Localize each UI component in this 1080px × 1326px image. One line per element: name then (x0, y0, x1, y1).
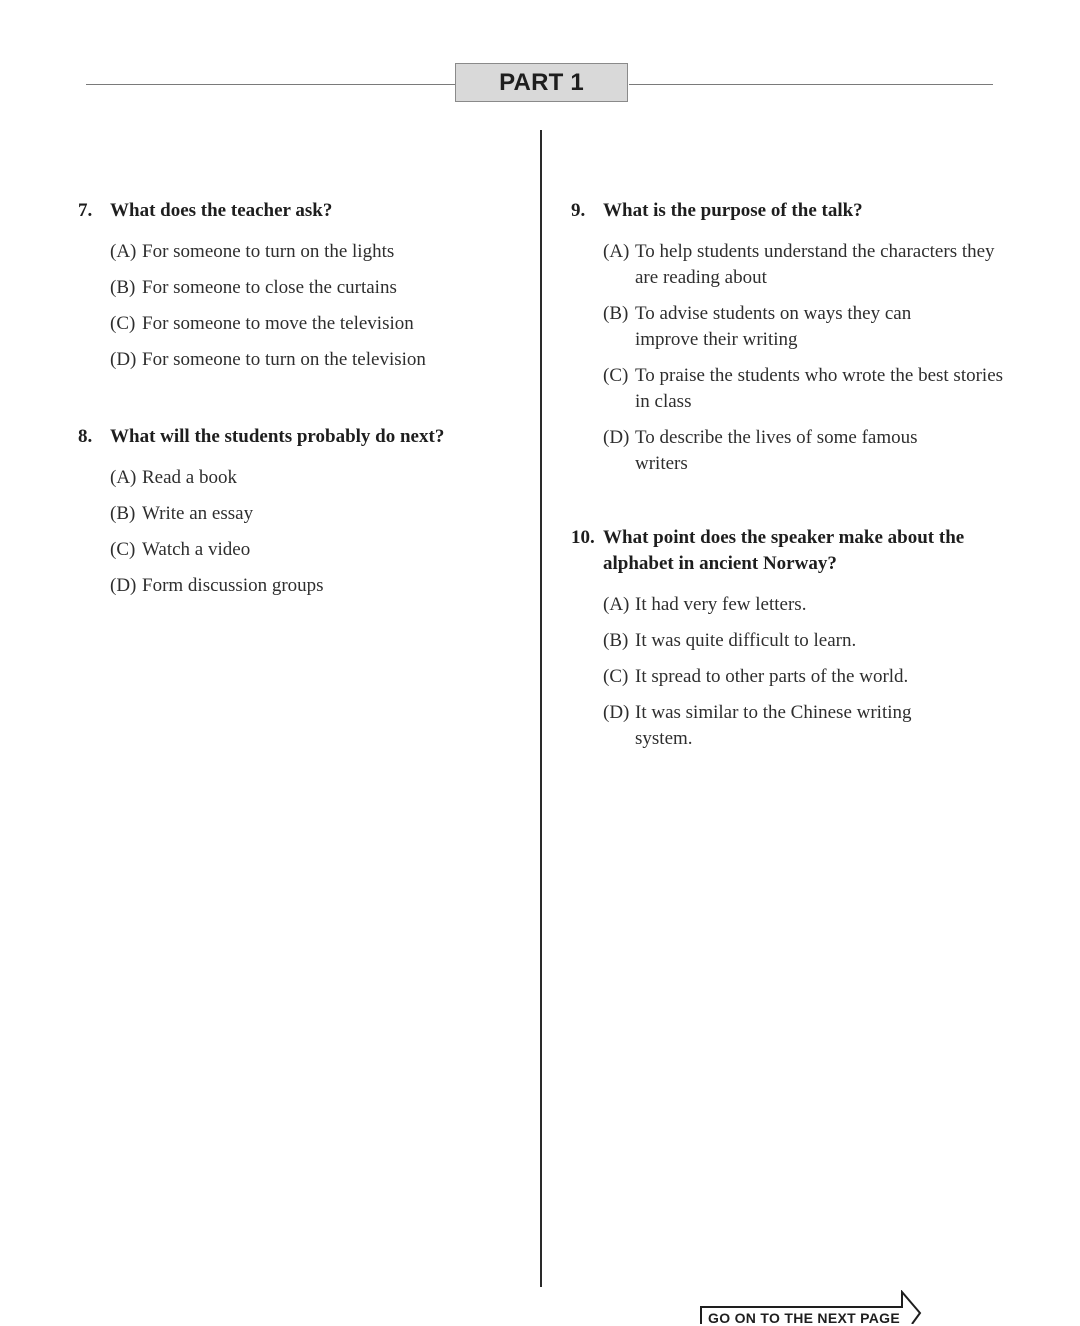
next-page-label: GO ON TO THE NEXT PAGE (708, 1310, 900, 1326)
option-text: It spread to other parts of the world. (635, 666, 909, 687)
option-text: For someone to turn on the lights (142, 241, 395, 262)
question-text: What is the purpose of the talk? (603, 200, 863, 221)
question-10 (571, 525, 1011, 762)
option-text: Write an essay (142, 503, 254, 524)
option-letter: (D) (110, 575, 137, 596)
question-stem (78, 424, 518, 450)
option-letter: (A) (110, 467, 137, 488)
question-number: 9. (571, 200, 586, 221)
question-text: What does the teacher ask? (110, 200, 333, 221)
answer-option-a (110, 465, 518, 491)
question-stem (571, 525, 1011, 577)
question-7 (78, 198, 518, 383)
column-divider (540, 130, 542, 1287)
answer-option-a (603, 239, 1005, 291)
option-letter: (D) (603, 427, 630, 448)
option-text: It was quite difficult to learn. (635, 630, 857, 651)
option-letter: (B) (603, 630, 629, 651)
question-stem (571, 198, 1011, 224)
option-letter: (B) (603, 303, 629, 324)
answer-option-d (603, 700, 1005, 752)
part-heading-label: PART 1 (499, 68, 584, 96)
option-letter: (D) (110, 349, 137, 370)
question-number: 10. (571, 527, 595, 548)
option-letter: (D) (603, 702, 630, 723)
option-letter: (B) (110, 277, 136, 298)
option-text: To praise the students who wrote the best stories in class (635, 365, 1004, 412)
option-text: To describe the lives of some famous writers (635, 427, 918, 474)
question-8 (78, 424, 518, 609)
answer-option-c (110, 537, 518, 563)
option-text: For someone to move the television (142, 313, 414, 334)
question-9 (571, 198, 1011, 487)
answer-option-a (603, 592, 1005, 618)
option-letter: (C) (110, 539, 136, 560)
option-text: To help students understand the characters they are reading about (635, 241, 995, 288)
question-text: What point does the speaker make about the alphabet in ancient Norway? (603, 527, 965, 574)
option-text: To advise students on ways they can improve their writing (635, 303, 912, 350)
question-number: 8. (78, 426, 93, 447)
answer-option-d (110, 573, 518, 599)
option-text: It had very few letters. (635, 594, 807, 615)
part-heading (455, 63, 628, 102)
option-letter: (C) (603, 365, 629, 386)
header-rule-left (86, 84, 456, 85)
answer-options (571, 239, 1005, 477)
answer-option-d (603, 425, 1005, 477)
header-rule-right (629, 84, 993, 85)
next-page-indicator (700, 1290, 924, 1324)
answer-option-c (603, 363, 1005, 415)
answer-option-c (603, 664, 1005, 690)
answer-option-d (110, 347, 518, 373)
question-number: 7. (78, 200, 93, 221)
option-letter: (B) (110, 503, 136, 524)
option-text: For someone to turn on the television (142, 349, 426, 370)
option-text: Read a book (142, 467, 237, 488)
option-letter: (A) (110, 241, 137, 262)
answer-options (78, 465, 518, 599)
answer-option-b (110, 501, 518, 527)
answer-option-b (603, 301, 1005, 353)
answer-options (78, 239, 518, 373)
question-text: What will the students probably do next? (110, 426, 445, 447)
answer-option-b (110, 275, 518, 301)
option-letter: (C) (603, 666, 629, 687)
option-text: It was similar to the Chinese writing system. (635, 702, 912, 749)
question-stem (78, 198, 518, 224)
answer-option-a (110, 239, 518, 265)
answer-option-c (110, 311, 518, 337)
option-letter: (C) (110, 313, 136, 334)
answer-options (571, 592, 1005, 752)
option-text: For someone to close the curtains (142, 277, 397, 298)
option-letter: (A) (603, 594, 630, 615)
answer-option-b (603, 628, 1005, 654)
option-text: Watch a video (142, 539, 251, 560)
option-text: Form discussion groups (142, 575, 324, 596)
option-letter: (A) (603, 241, 630, 262)
